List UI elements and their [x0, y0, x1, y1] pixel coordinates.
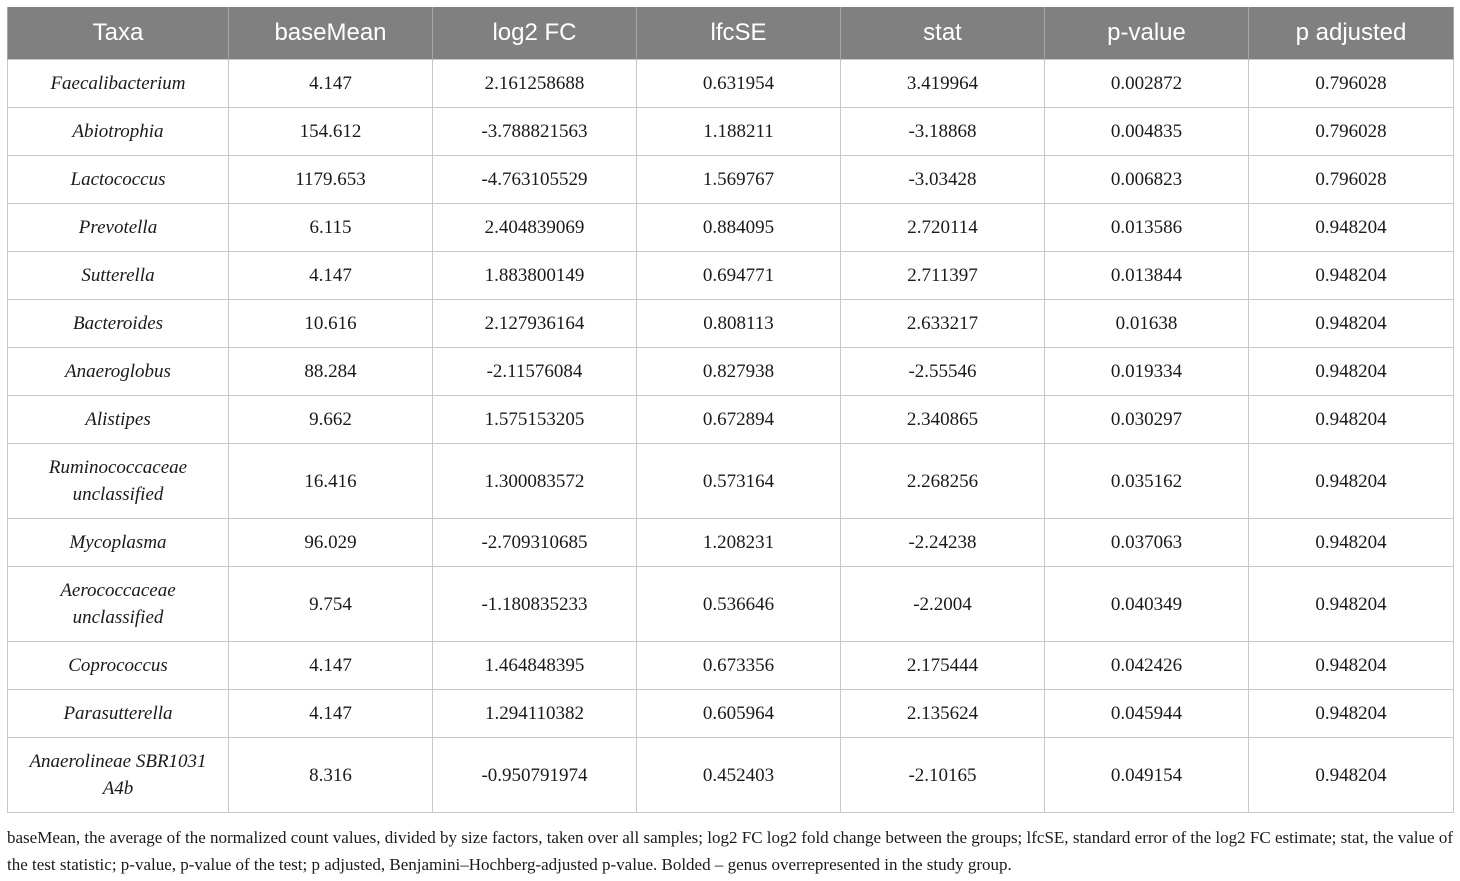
basemean-cell: 4.147: [229, 252, 433, 300]
p-adjusted-cell: 0.796028: [1249, 60, 1454, 108]
lfcse-cell: 0.672894: [637, 396, 841, 444]
log2fc-cell: 1.464848395: [433, 642, 637, 690]
taxon-cell: Ruminococcaceae unclassified: [8, 444, 229, 519]
header-p-value: p-value: [1045, 7, 1249, 60]
basemean-cell: 96.029: [229, 519, 433, 567]
log2fc-cell: -3.788821563: [433, 108, 637, 156]
taxon-cell: Abiotrophia: [8, 108, 229, 156]
p-value-cell: 0.013844: [1045, 252, 1249, 300]
p-value-cell: 0.045944: [1045, 690, 1249, 738]
header-taxa: Taxa: [8, 7, 229, 60]
basemean-cell: 4.147: [229, 642, 433, 690]
log2fc-cell: 2.127936164: [433, 300, 637, 348]
p-value-cell: 0.037063: [1045, 519, 1249, 567]
lfcse-cell: 0.573164: [637, 444, 841, 519]
p-adjusted-cell: 0.948204: [1249, 690, 1454, 738]
p-value-cell: 0.019334: [1045, 348, 1249, 396]
stat-cell: 2.720114: [841, 204, 1045, 252]
taxon-cell: Mycoplasma: [8, 519, 229, 567]
lfcse-cell: 0.631954: [637, 60, 841, 108]
taxon-cell: Faecalibacterium: [8, 60, 229, 108]
taxon-cell: Aerococcaceae unclassified: [8, 567, 229, 642]
p-adjusted-cell: 0.948204: [1249, 519, 1454, 567]
lfcse-cell: 0.827938: [637, 348, 841, 396]
lfcse-cell: 0.605964: [637, 690, 841, 738]
basemean-cell: 88.284: [229, 348, 433, 396]
stat-cell: -2.10165: [841, 738, 1045, 813]
stat-cell: 2.711397: [841, 252, 1045, 300]
stat-cell: 2.268256: [841, 444, 1045, 519]
table-header: [8, 7, 1454, 60]
table-row: [8, 60, 1454, 108]
table-container: [7, 7, 1453, 878]
p-value-cell: 0.002872: [1045, 60, 1249, 108]
p-value-cell: 0.01638: [1045, 300, 1249, 348]
p-value-cell: 0.035162: [1045, 444, 1249, 519]
stat-cell: -3.03428: [841, 156, 1045, 204]
log2fc-cell: -4.763105529: [433, 156, 637, 204]
table-row: [8, 204, 1454, 252]
basemean-cell: 154.612: [229, 108, 433, 156]
taxon-cell: Coprococcus: [8, 642, 229, 690]
p-value-cell: 0.013586: [1045, 204, 1249, 252]
header-p-adjusted: p adjusted: [1249, 7, 1454, 60]
table-row: [8, 156, 1454, 204]
header-basemean: baseMean: [229, 7, 433, 60]
log2fc-cell: 1.575153205: [433, 396, 637, 444]
taxon-cell: Anaerolineae SBR1031 A4b: [8, 738, 229, 813]
table-row: [8, 519, 1454, 567]
p-adjusted-cell: 0.948204: [1249, 204, 1454, 252]
stat-cell: 2.175444: [841, 642, 1045, 690]
log2fc-cell: 2.161258688: [433, 60, 637, 108]
lfcse-cell: 1.188211: [637, 108, 841, 156]
basemean-cell: 9.662: [229, 396, 433, 444]
p-adjusted-cell: 0.948204: [1249, 300, 1454, 348]
stat-cell: 2.135624: [841, 690, 1045, 738]
taxon-cell: Parasutterella: [8, 690, 229, 738]
lfcse-cell: 1.569767: [637, 156, 841, 204]
p-adjusted-cell: 0.948204: [1249, 252, 1454, 300]
taxon-cell: Sutterella: [8, 252, 229, 300]
stat-cell: 2.633217: [841, 300, 1045, 348]
stat-cell: 3.419964: [841, 60, 1045, 108]
p-adjusted-cell: 0.948204: [1249, 444, 1454, 519]
table-row: [8, 252, 1454, 300]
log2fc-cell: 1.883800149: [433, 252, 637, 300]
table-footnote: baseMean, the average of the normalized count values, divided by size factors, taken over all samples; log2 FC log2 fold change between the groups; lfcSE, standard error of the log2 FC estimate; stat, the value of the test statistic; p-value, p-value of the test; p adjusted, Benjamini–Hochberg-adjusted p-value. Bolded – genus overrepresented in the study group.: [7, 828, 1453, 874]
p-value-cell: 0.006823: [1045, 156, 1249, 204]
log2fc-cell: 1.294110382: [433, 690, 637, 738]
table-row: [8, 300, 1454, 348]
log2fc-cell: -2.11576084: [433, 348, 637, 396]
lfcse-cell: 0.694771: [637, 252, 841, 300]
taxon-cell: Prevotella: [8, 204, 229, 252]
p-adjusted-cell: 0.796028: [1249, 156, 1454, 204]
table-row: [8, 396, 1454, 444]
lfcse-cell: 0.884095: [637, 204, 841, 252]
table-row: [8, 690, 1454, 738]
stat-cell: -2.2004: [841, 567, 1045, 642]
stat-cell: -2.55546: [841, 348, 1045, 396]
lfcse-cell: 0.673356: [637, 642, 841, 690]
basemean-cell: 1179.653: [229, 156, 433, 204]
basemean-cell: 8.316: [229, 738, 433, 813]
table-row: [8, 567, 1454, 642]
header-log2fc: log2 FC: [433, 7, 637, 60]
basemean-cell: 10.616: [229, 300, 433, 348]
results-table: [7, 7, 1454, 813]
log2fc-cell: -1.180835233: [433, 567, 637, 642]
table-row: [8, 108, 1454, 156]
p-value-cell: 0.004835: [1045, 108, 1249, 156]
p-value-cell: 0.042426: [1045, 642, 1249, 690]
log2fc-cell: 2.404839069: [433, 204, 637, 252]
lfcse-cell: 0.452403: [637, 738, 841, 813]
basemean-cell: 16.416: [229, 444, 433, 519]
stat-cell: 2.340865: [841, 396, 1045, 444]
basemean-cell: 4.147: [229, 60, 433, 108]
p-adjusted-cell: 0.948204: [1249, 738, 1454, 813]
p-value-cell: 0.030297: [1045, 396, 1249, 444]
p-adjusted-cell: 0.948204: [1249, 396, 1454, 444]
lfcse-cell: 0.808113: [637, 300, 841, 348]
p-adjusted-cell: 0.948204: [1249, 642, 1454, 690]
header-stat: stat: [841, 7, 1045, 60]
table-body: [8, 60, 1454, 813]
p-value-cell: 0.049154: [1045, 738, 1249, 813]
log2fc-cell: 1.300083572: [433, 444, 637, 519]
table-row: [8, 738, 1454, 813]
p-adjusted-cell: 0.796028: [1249, 108, 1454, 156]
taxon-cell: Bacteroides: [8, 300, 229, 348]
p-adjusted-cell: 0.948204: [1249, 348, 1454, 396]
table-row: [8, 444, 1454, 519]
table-row: [8, 642, 1454, 690]
lfcse-cell: 0.536646: [637, 567, 841, 642]
basemean-cell: 9.754: [229, 567, 433, 642]
taxon-cell: Lactococcus: [8, 156, 229, 204]
basemean-cell: 6.115: [229, 204, 433, 252]
p-value-cell: 0.040349: [1045, 567, 1249, 642]
log2fc-cell: -0.950791974: [433, 738, 637, 813]
taxon-cell: Anaeroglobus: [8, 348, 229, 396]
stat-cell: -2.24238: [841, 519, 1045, 567]
p-adjusted-cell: 0.948204: [1249, 567, 1454, 642]
stat-cell: -3.18868: [841, 108, 1045, 156]
taxon-cell: Alistipes: [8, 396, 229, 444]
table-row: [8, 348, 1454, 396]
basemean-cell: 4.147: [229, 690, 433, 738]
log2fc-cell: -2.709310685: [433, 519, 637, 567]
lfcse-cell: 1.208231: [637, 519, 841, 567]
header-lfcse: lfcSE: [637, 7, 841, 60]
header-row: [8, 7, 1454, 60]
